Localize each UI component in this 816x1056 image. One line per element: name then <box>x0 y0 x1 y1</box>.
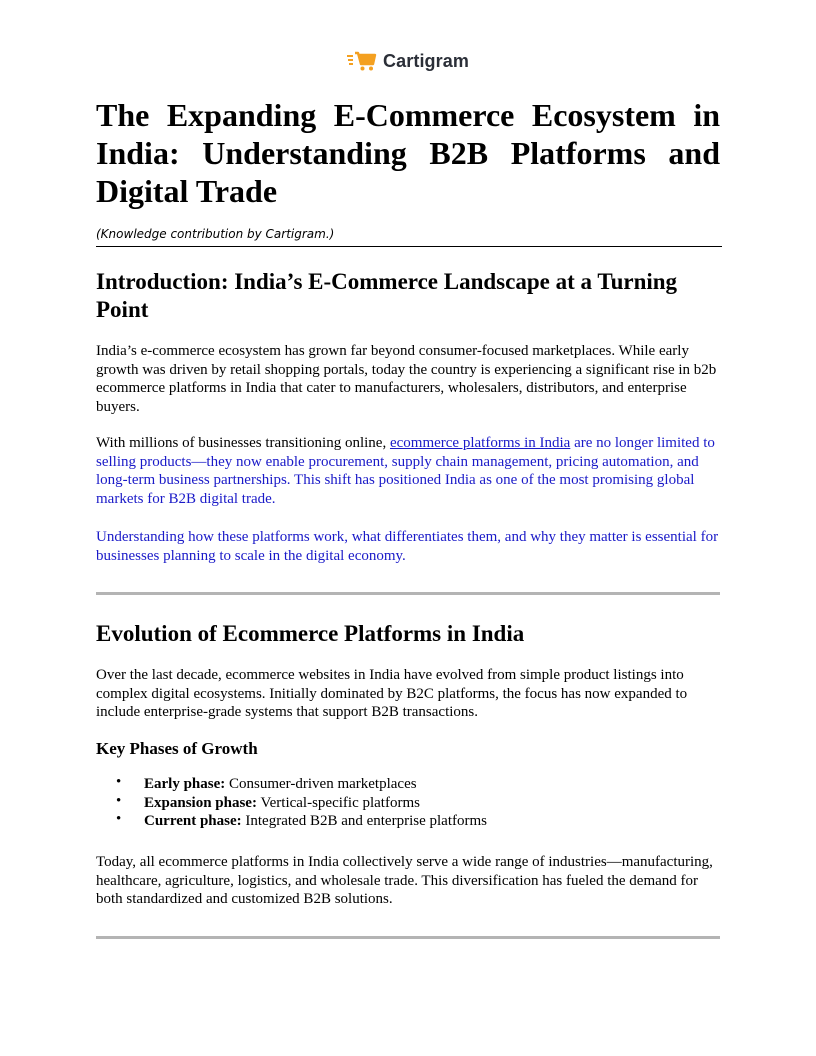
intro-paragraph-2 <box>96 434 720 508</box>
section-divider <box>96 936 720 939</box>
bullet-icon: • <box>116 792 122 809</box>
phase-text: Integrated B2B and enterprise platforms <box>241 813 487 829</box>
bullet-icon: • <box>116 811 122 827</box>
phase-label: Expansion phase: <box>144 794 257 811</box>
phase-text: Vertical-specific platforms <box>256 794 420 811</box>
phase-label: Early phase: <box>144 776 226 792</box>
key-phases-heading: Key Phases of Growth <box>96 739 258 758</box>
section-divider <box>96 592 720 595</box>
ecommerce-platforms-link[interactable]: ecommerce platforms in India <box>389 435 571 451</box>
intro-heading: Introduction: India’s E-Commerce Landscape at a Turning Point <box>96 269 678 322</box>
phase-label: Current phase: <box>144 813 242 829</box>
intro-paragraph-3: Understanding how these platforms work, what differentiates them, and why they matter is essential for businesses planning to scale in the digital economy. <box>96 529 719 564</box>
knowledge-credit: (Knowledge contribution by Cartigram.) <box>96 227 335 241</box>
title-divider <box>96 246 722 247</box>
intro-paragraph-1: India’s e-commerce ecosystem has grown far beyond consumer-focused marketplaces. While early growth was driven by retail shopping portals, today the country is experiencing a significant rise in b2b ecommerce platforms in India that cater to manufacturers, wholesalers, distributors, and enterprise buyers. <box>96 343 717 415</box>
evolution-paragraph-1: Over the last decade, ecommerce websites in India have evolved from simple product listings into complex digital ecosystems. Initially dominated by B2C platforms, the focus has now expanded to include enterprise-grade systems that support B2B transactions. <box>96 667 688 720</box>
intro-p2-rest: are no longer limited to selling products—they now enable procurement, supply chain management, pricing automation, and long-term business partnerships. This shift has positioned India as one of the most promising global markets for B2B digital trade. <box>96 435 715 507</box>
intro-p2-lead: With millions of businesses transitioning online, <box>96 435 390 451</box>
page-title: The Expanding E-Commerce Ecosystem in India: Understanding B2B Platforms and Digital Trade <box>96 97 720 209</box>
list-item <box>116 812 487 831</box>
list-item <box>116 794 487 813</box>
phases-list <box>116 775 487 831</box>
evolution-heading: Evolution of Ecommerce Platforms in India <box>96 621 525 646</box>
brand-logo <box>0 50 816 72</box>
list-item <box>116 775 487 794</box>
evolution-paragraph-2: Today, all ecommerce platforms in India collectively serve a wide range of industries—manufacturing, healthcare, agriculture, logistics, and wholesale trade. This diversification has fueled the demand for both standardized and customized B2B solutions. <box>96 854 713 907</box>
phase-text: Consumer-driven marketplaces <box>225 776 417 792</box>
brand-name: Cartigram <box>383 50 469 71</box>
bullet-icon: • <box>116 774 122 790</box>
shopping-cart-icon <box>347 50 377 72</box>
